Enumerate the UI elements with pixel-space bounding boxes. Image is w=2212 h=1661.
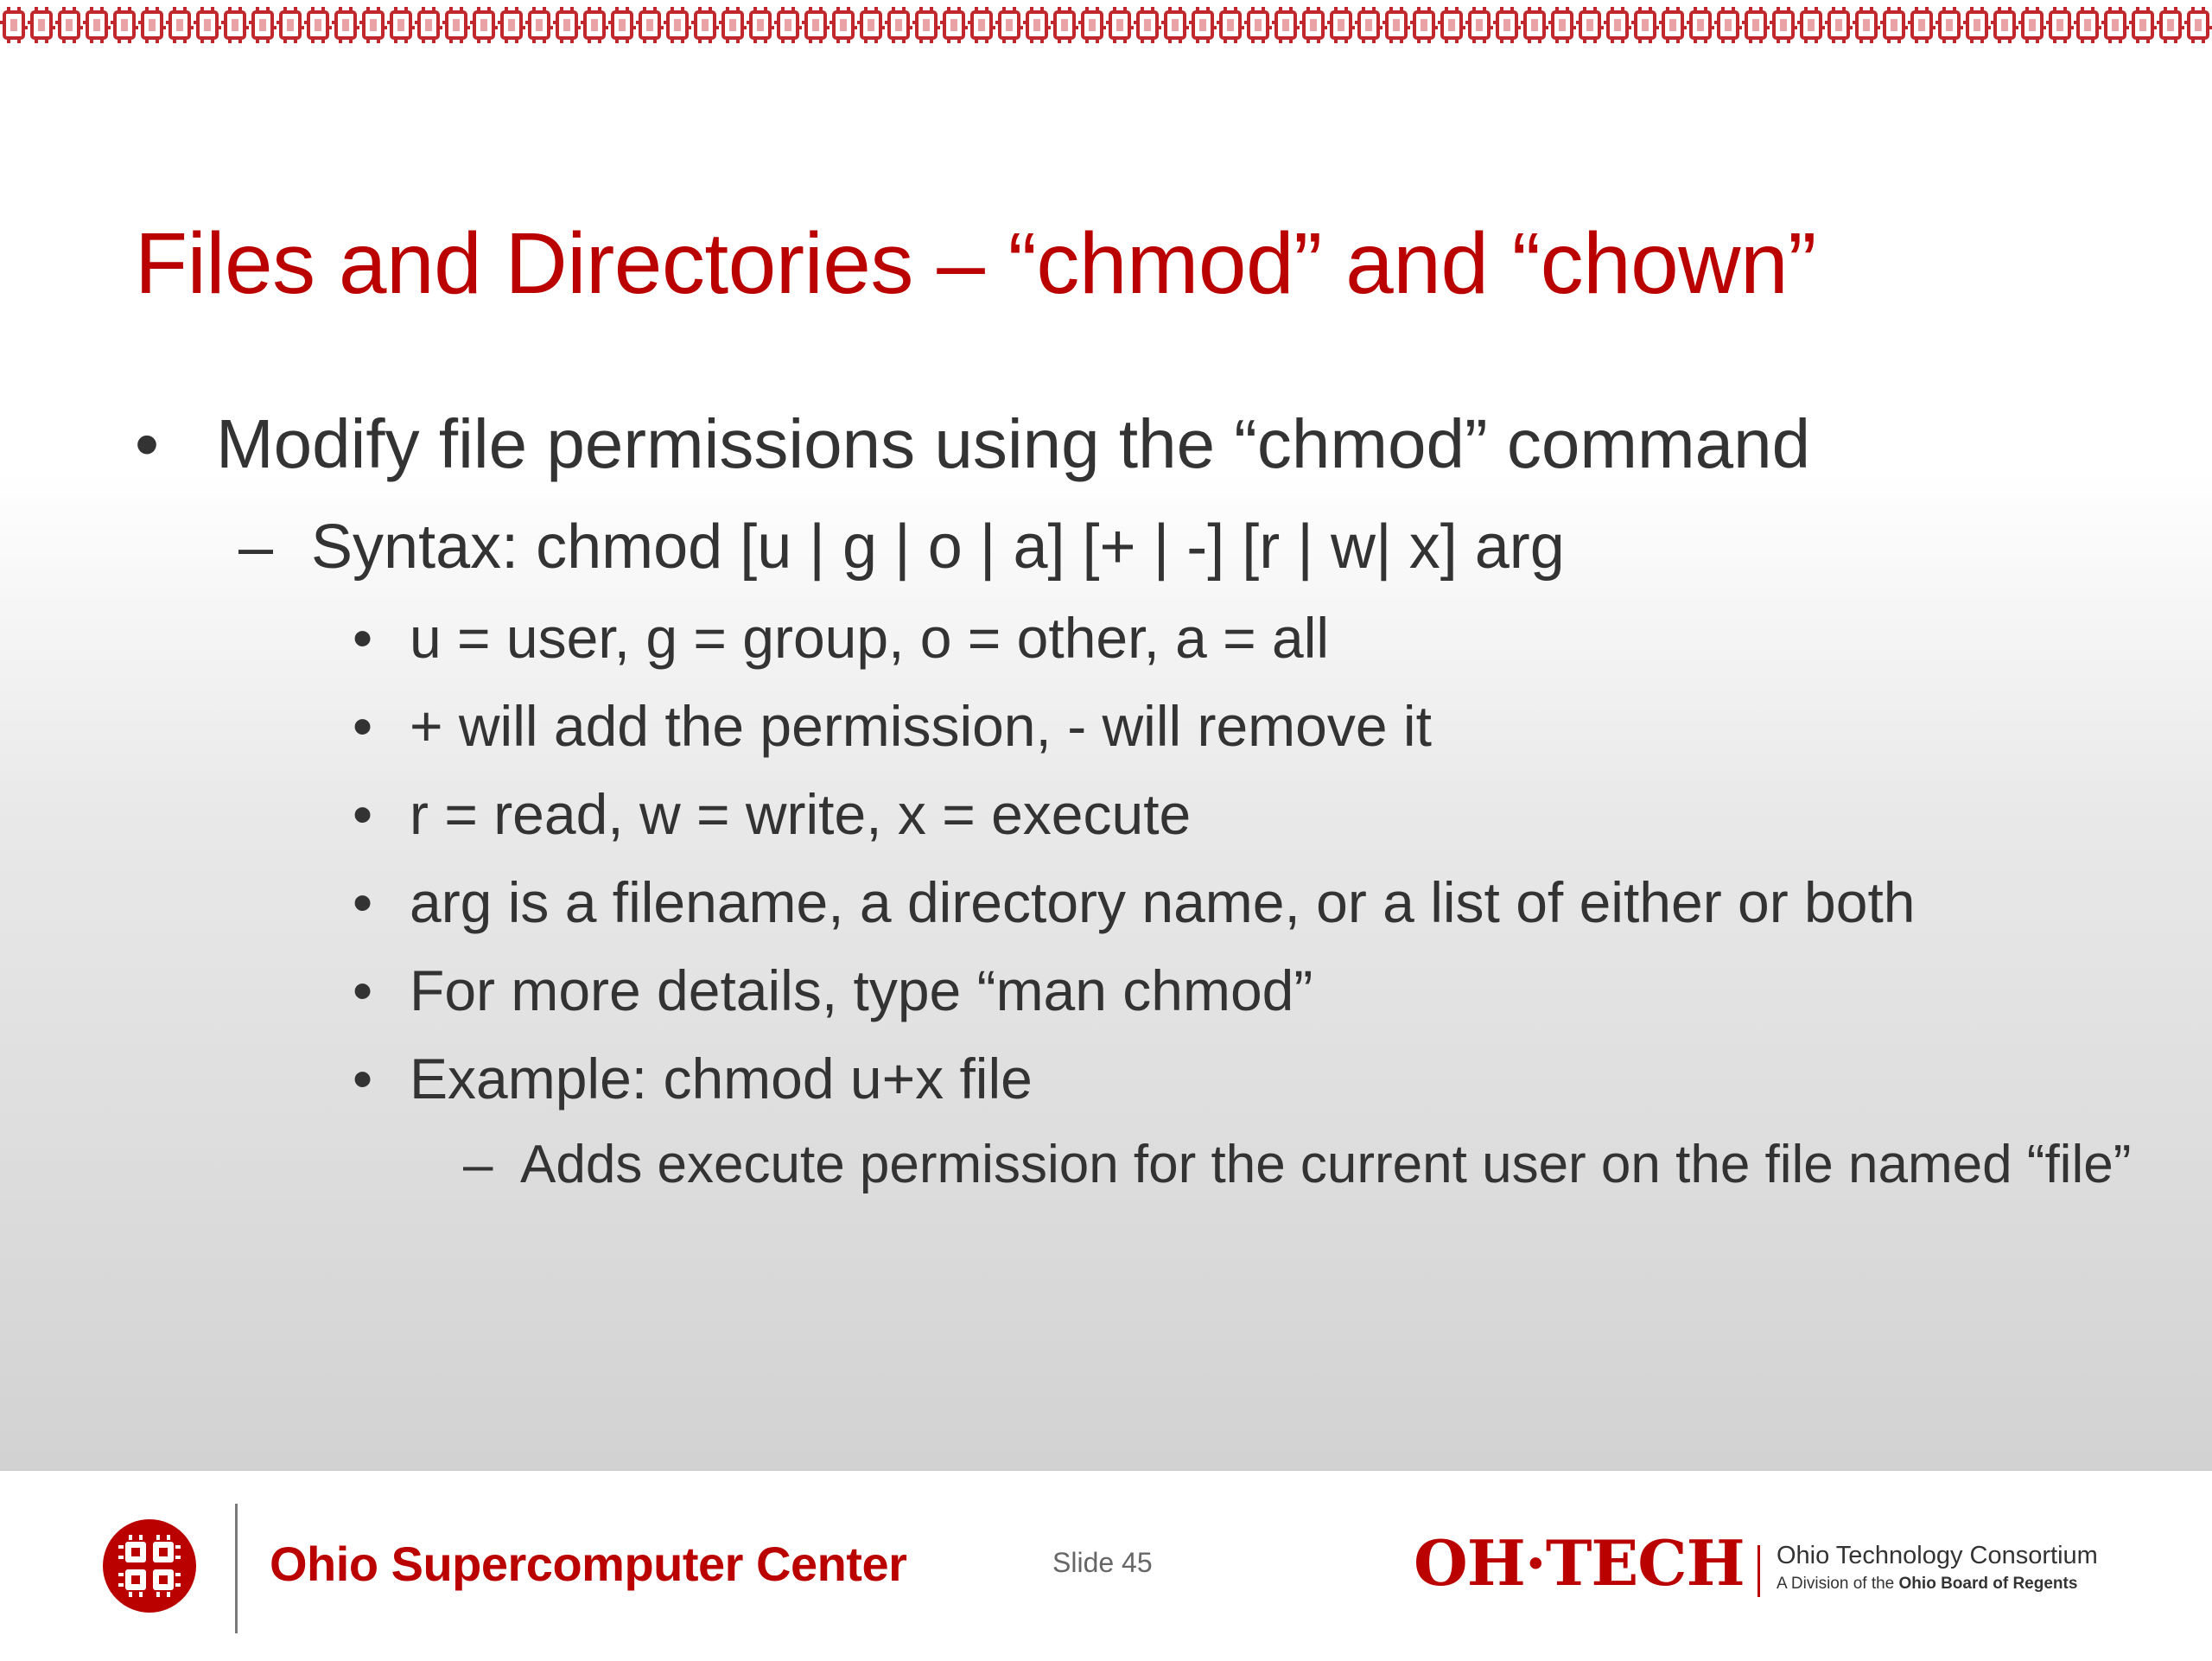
bullet-item-syntax [238,512,1565,582]
org-name: Ohio Supercomputer Center [270,1537,907,1591]
bullet-text: + will add the permission, - will remove it [410,694,1432,758]
bullet-item-who [353,605,1329,671]
bullet-text: For more details, type “man chmod” [410,958,1313,1022]
bullet-marker: • [353,1047,373,1111]
bullet-item-add-remove [353,693,1432,759]
bullet-text: u = user, g = group, o = other, a = all [410,606,1330,670]
dash-marker: – [238,512,274,582]
bullet-item-example-explanation [463,1132,2153,1198]
bullet-marker: • [353,606,373,670]
slide-footer [0,1469,2212,1661]
partner-sub-prefix: A Division of the [1777,1575,1895,1593]
partner-sub-bold: Ohio Board of Regents [1898,1575,2078,1593]
bullet-marker: • [353,870,373,934]
bullet-marker: • [353,694,373,758]
bullet-item-chmod [135,404,1810,484]
bullet-marker: • [353,958,373,1022]
slide-title: Files and Directories – “chmod” and “chown” [135,215,1816,312]
bullet-text: Example: chmod u+x file [410,1047,1033,1111]
bullet-item-rwx [353,781,1191,847]
chip-pattern-border [0,0,2212,50]
dash-marker: – [463,1135,493,1194]
bullet-marker: • [353,782,373,846]
bullet-item-arg [353,869,1916,935]
bullet-text: r = read, w = write, x = execute [410,782,1192,846]
slide-number: Slide 45 [1052,1547,1153,1578]
partner-name: Ohio Technology Consortium [1777,1542,2098,1569]
ohtech-logo-text: OH·TECH [1414,1526,1745,1600]
partner-subtitle [1777,1575,2077,1594]
bullet-text: arg is a filename, a directory name, or a list of either or both [410,870,1916,934]
bullet-marker: • [135,405,160,482]
osc-chip-logo-icon [102,1518,197,1613]
bullet-text: Syntax: chmod [u | g | o | a] [+ | -] [r | w| x] arg [311,512,1565,582]
bullet-item-example [353,1046,1033,1111]
bullet-text: Modify file permissions using the “chmod” command [216,405,1811,482]
bullet-item-man [353,958,1313,1023]
bullet-text: Adds execute permission for the current user on the file named “file” [520,1135,2132,1194]
partner-divider [1758,1545,1760,1597]
footer-divider [235,1504,238,1633]
